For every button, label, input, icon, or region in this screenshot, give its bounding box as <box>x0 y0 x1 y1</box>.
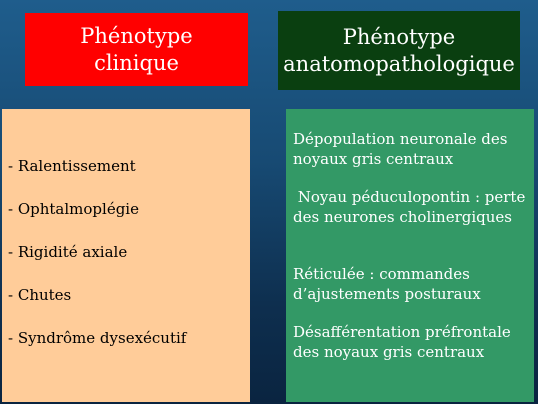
finding-line: noyaux gris centraux <box>293 150 454 168</box>
pathology-header-line2: anatomopathologique <box>283 51 515 76</box>
finding-line: Noyau péduculopontin : perte <box>293 188 526 206</box>
pathology-header-line1: Phénotype <box>342 25 456 50</box>
finding-paragraph <box>293 264 530 304</box>
finding-line: d’ajustements posturaux <box>293 285 481 303</box>
finding-line: Désafférentation préfrontale <box>293 323 511 341</box>
finding-line: Dépopulation neuronale des <box>293 130 508 148</box>
symptom-item: - Chutes <box>8 286 72 304</box>
clinical-header-line2: clinique <box>94 50 179 75</box>
pathology-findings-panel <box>286 109 534 402</box>
symptom-item: - Ralentissement <box>8 157 136 175</box>
symptom-item: - Ophtalmoplégie <box>8 200 139 218</box>
finding-line: des neurones cholinergiques <box>293 208 512 226</box>
clinical-phenotype-header <box>25 13 248 86</box>
finding-paragraph <box>293 322 530 362</box>
finding-line: Réticulée : commandes <box>293 265 470 283</box>
finding-paragraph <box>293 129 530 169</box>
finding-line: des noyaux gris centraux <box>293 343 485 361</box>
symptom-item: - Syndrôme dysexécutif <box>8 329 187 347</box>
pathology-phenotype-header <box>278 11 520 90</box>
clinical-symptoms-panel <box>2 109 250 402</box>
symptom-item: - Rigidité axiale <box>8 243 128 261</box>
clinical-header-line1: Phénotype <box>80 24 193 49</box>
finding-paragraph <box>293 187 530 227</box>
